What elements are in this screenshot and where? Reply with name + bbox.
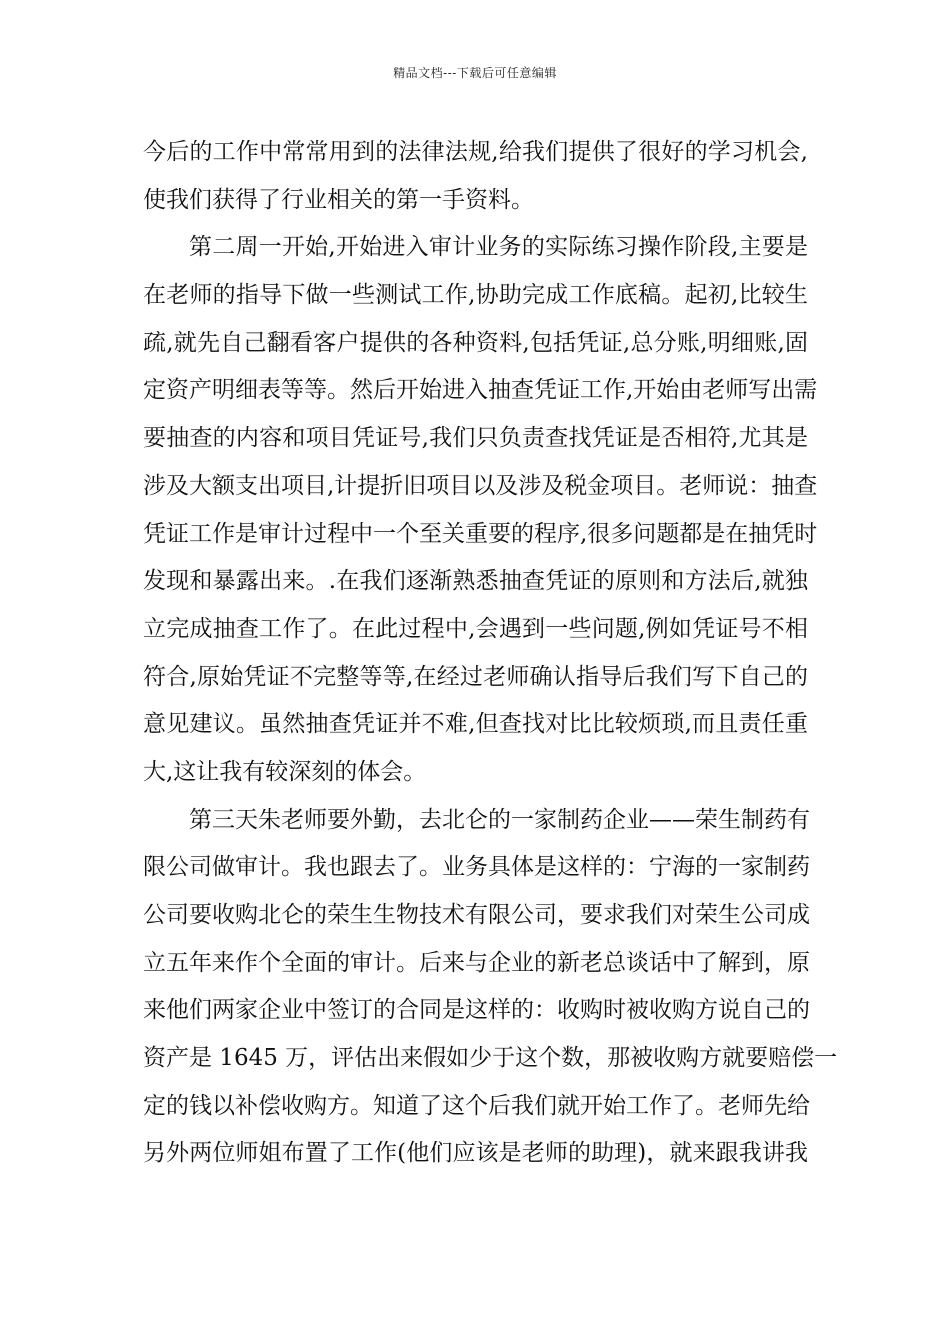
text-line: 意见建议。虽然抽查凭证并不难,但查找对比比较烦琐,而且责任重 xyxy=(143,711,808,738)
text-line: 疏,就先自己翻看客户提供的各种资料,包括凭证,总分账,明细账,固 xyxy=(143,329,808,356)
text-line: 凭证工作是审计过程中一个至关重要的程序,很多问题都是在抽凭时 xyxy=(143,520,818,547)
text-line: 立完成抽查工作了。在此过程中,会遇到一些问题,例如凭证号不相 xyxy=(143,615,808,642)
text-line: 来他们两家企业中签订的合同是这样的：收购时被收购方说自己的 xyxy=(143,997,810,1024)
text-line: 立五年来作个全面的审计。后来与企业的新老总谈话中了解到，原 xyxy=(143,949,810,976)
text-line: 第二周一开始,开始进入审计业务的实际练习操作阶段,主要是 xyxy=(189,234,808,261)
text-line: 限公司做审计。我也跟去了。业务具体是这样的：宁海的一家制药 xyxy=(143,854,810,881)
text-line: 定的钱以补偿收购方。知道了这个后我们就开始工作了。老师先给 xyxy=(143,1092,810,1119)
text-line: 符合,原始凭证不完整等等,在经过老师确认指导后我们写下自己的 xyxy=(143,663,808,690)
body-text xyxy=(143,129,838,1178)
text-line: 今后的工作中常常用到的法律法规,给我们提供了很好的学习机会, xyxy=(143,139,808,165)
text-line: 另外两位师姐布置了工作(他们应该是老师的助理)，就来跟我讲我 xyxy=(143,1140,808,1167)
text-line: 定资产明细表等等。然后开始进入抽查凭证工作,开始由老师写出需 xyxy=(143,377,818,404)
text-line: 资产是 1645 万，评估出来假如少于这个数，那被收购方就要赔偿一 xyxy=(143,1045,838,1072)
text-line: 使我们获得了行业相关的第一手资料。 xyxy=(143,186,534,213)
text-line: 涉及大额支出项目,计提折旧项目以及涉及税金项目。老师说：抽查 xyxy=(143,472,818,499)
text-line: 公司要收购北仑的荣生生物技术有限公司，要求我们对荣生公司成 xyxy=(143,902,810,928)
text-line: 第三天朱老师要外勤，去北仑的一家制药企业——荣生制药有 xyxy=(189,806,810,833)
text-line: 发现和暴露出来。.在我们逐渐熟悉抽查凭证的原则和方法后,就独 xyxy=(143,568,808,595)
text-line: 大,这让我有较深刻的体会。 xyxy=(143,758,427,785)
text-line: 在老师的指导下做一些测试工作,协助完成工作底稿。起初,比较生 xyxy=(143,282,808,309)
text-line: 要抽查的内容和项目凭证号,我们只负责查找凭证是否相符,尤其是 xyxy=(143,425,808,452)
page-header: 精品文档---下载后可任意编辑 xyxy=(393,66,557,80)
